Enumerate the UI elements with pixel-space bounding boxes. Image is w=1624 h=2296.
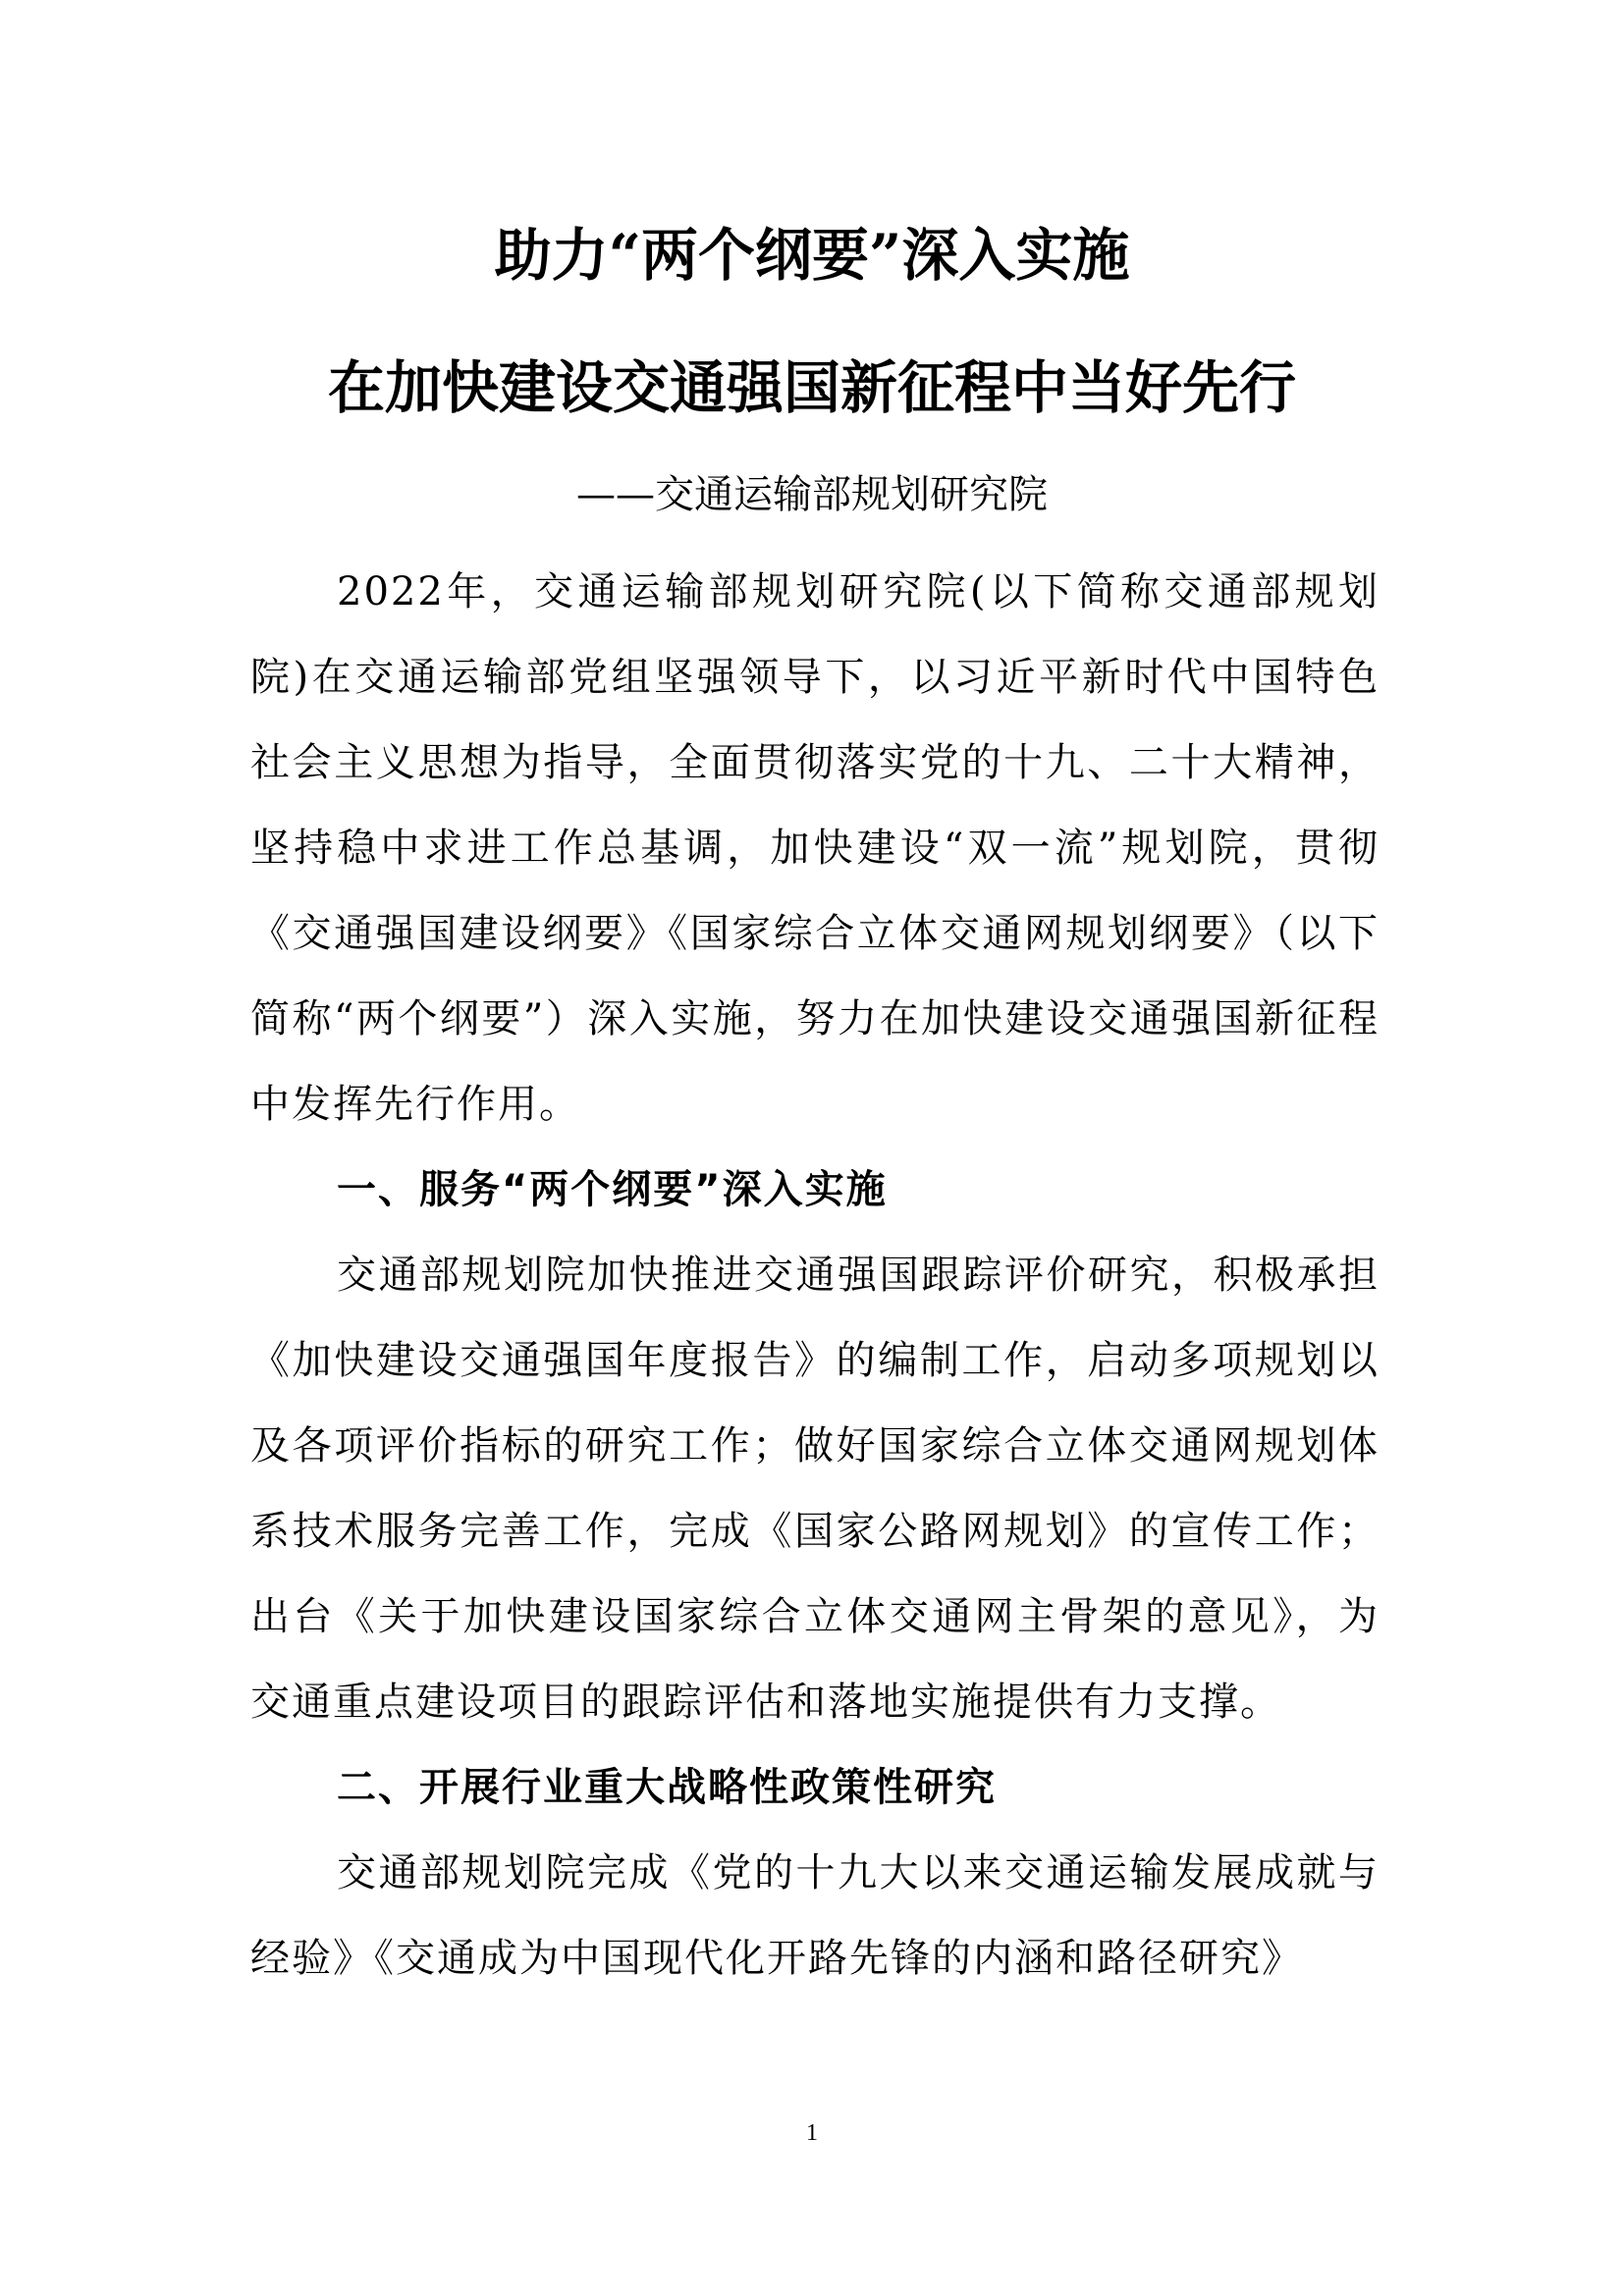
document-title-line-1: 助力“两个纲要”深入实施 [494,222,1130,289]
intro-paragraph: 2022年，交通运输部规划研究院(以下简称交通部规划院)在交通运输部党组坚强领导下，以习近平新时代中国特色社会主义思想为指导，全面贯彻落实党的十九、二十大精神，坚持稳中求进工作总基调，加快建设“双一流”规划院，贯彻《交通强国建设纲要》《国家综合立体交通网规划纲要》（以下简称“两个纲要”）深入实施，努力在加快建设交通强国新征程中发挥先行作用。 [250,569,1380,1127]
document-title-line-2: 在加快建设交通强国新征程中当好先行 [327,354,1296,421]
section-2-heading: 二、开展行业重大战略性政策性研究 [337,1765,997,1810]
section-1-heading: 一、服务“两个纲要”深入实施 [337,1167,888,1212]
section-2-paragraph: 交通部规划院完成《党的十九大以来交通运输发展成就与经验》《交通成为中国现代化开路先锋的内涵和路径研究》 [250,1850,1380,1981]
document-body [250,550,1380,2002]
document-author: ——交通运输部规划研究院 [576,472,1048,517]
section-1-paragraph: 交通部规划院加快推进交通强国跟踪评价研究，积极承担《加快建设交通强国年度报告》的编制工作，启动多项规划以及各项评价指标的研究工作；做好国家综合立体交通网规划体系技术服务完善工作，完成《国家公路网规划》的宣传工作； 出台《关于加快建设国家综合立体交通网主骨架的意见》，为交通重点建设项目的跟踪评估和落地实施提供有力支撑。 [250,1253,1380,1725]
page-number: 1 [806,2120,818,2146]
